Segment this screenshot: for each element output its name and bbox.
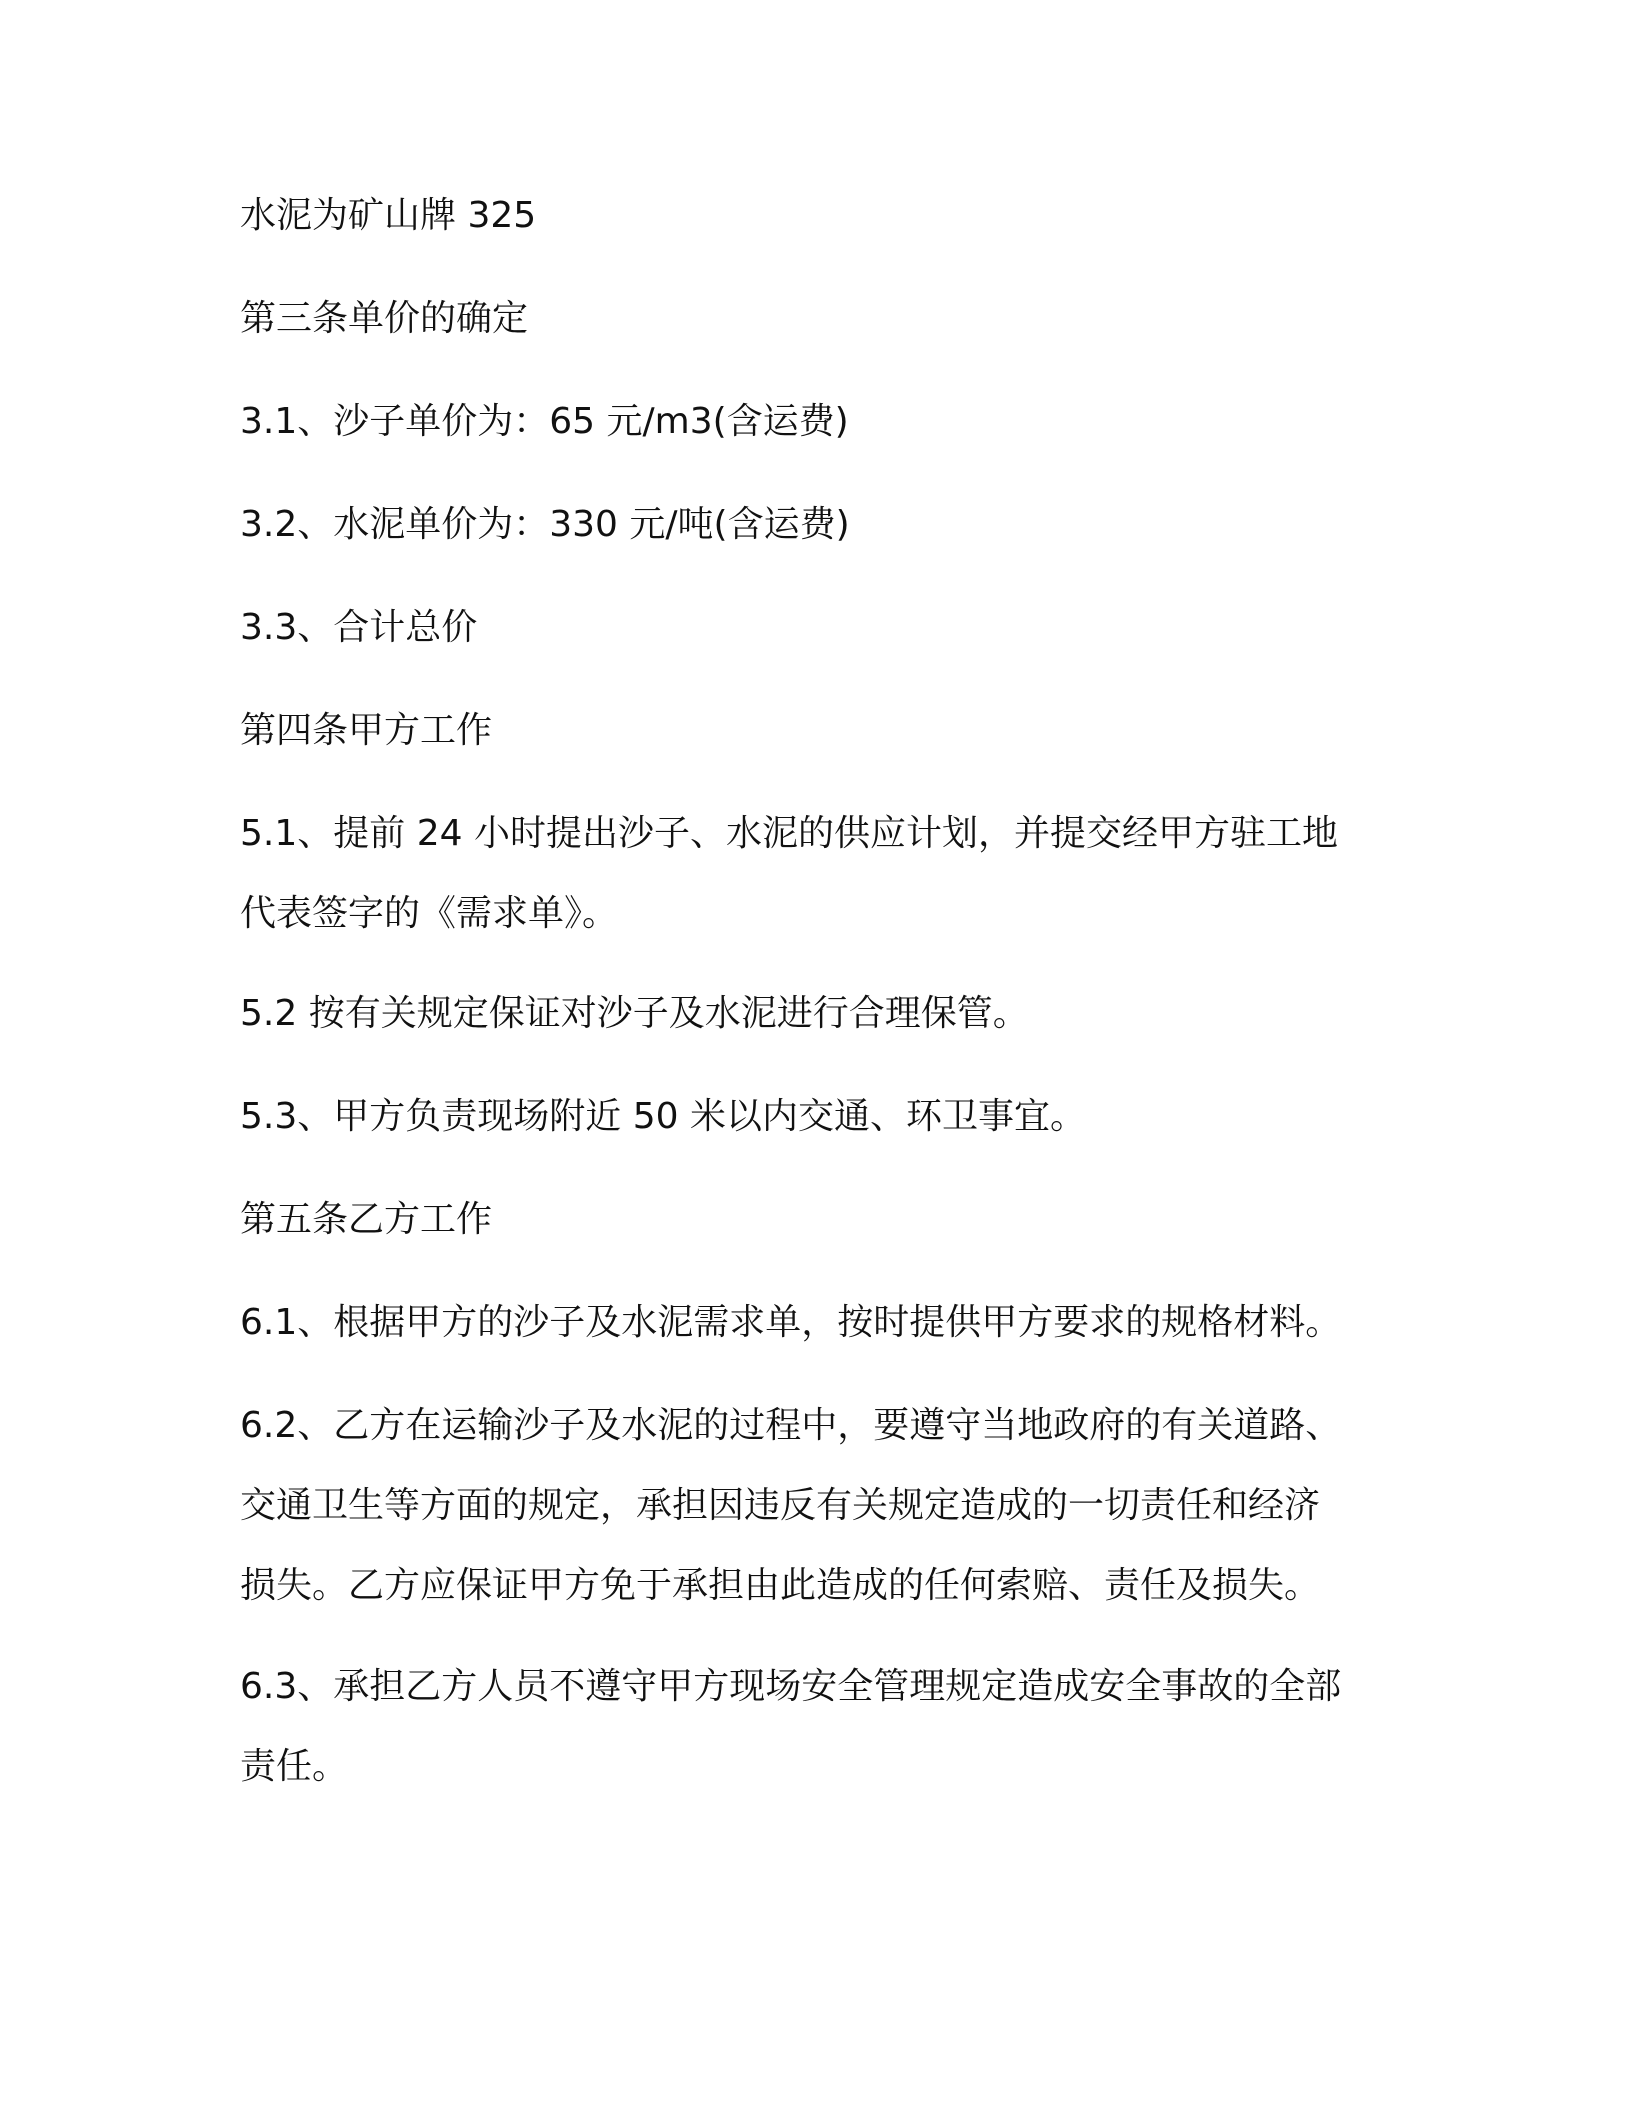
text-line: 5.3、甲方负责现场附近 50 米以内交通、环卫事宜。: [240, 1096, 1086, 1137]
text-line: 第四条甲方工作: [240, 710, 493, 751]
text-line: 5.1、提前 24 小时提出沙子、水泥的供应计划，并提交经甲方驻工地: [240, 813, 1338, 854]
paragraph-3-1: [240, 382, 1420, 462]
text-line: 3.1、沙子单价为：65 元/m3(含运费): [240, 401, 849, 442]
text-line: 代表签字的《需求单》。: [240, 893, 619, 934]
heading-article-3: [240, 279, 1420, 359]
text-line: 6.3、承担乙方人员不遵守甲方现场安全管理规定造成安全事故的全部: [240, 1666, 1342, 1707]
text-line: 损失。乙方应保证甲方免于承担由此造成的任何索赔、责任及损失。: [240, 1565, 1321, 1606]
text-line: 水泥为矿山牌 325: [240, 195, 537, 236]
text-line: 3.2、水泥单价为：330 元/吨(含运费): [240, 504, 850, 545]
paragraph-5-1: [240, 794, 1420, 954]
heading-article-4: [240, 691, 1420, 771]
paragraph-6-3: [240, 1647, 1420, 1807]
paragraph-cement-brand: [240, 176, 1420, 256]
text-line: 第三条单价的确定: [240, 298, 529, 339]
heading-article-5: [240, 1180, 1420, 1260]
paragraph-5-2: [240, 974, 1420, 1054]
text-line: 6.2、乙方在运输沙子及水泥的过程中，要遵守当地政府的有关道路、: [240, 1405, 1342, 1446]
paragraph-3-3: [240, 588, 1420, 668]
text-line: 交通卫生等方面的规定，承担因违反有关规定造成的一切责任和经济: [240, 1485, 1321, 1526]
paragraph-5-3: [240, 1077, 1420, 1157]
text-line: 5.2 按有关规定保证对沙子及水泥进行合理保管。: [240, 993, 1029, 1034]
paragraph-6-2: [240, 1386, 1420, 1626]
paragraph-6-1: [240, 1283, 1420, 1363]
text-line: 第五条乙方工作: [240, 1199, 493, 1240]
paragraph-3-2: [240, 485, 1420, 565]
text-line: 6.1、根据甲方的沙子及水泥需求单，按时提供甲方要求的规格材料。: [240, 1302, 1342, 1343]
text-line: 责任。: [240, 1746, 349, 1787]
text-line: 3.3、合计总价: [240, 607, 478, 648]
